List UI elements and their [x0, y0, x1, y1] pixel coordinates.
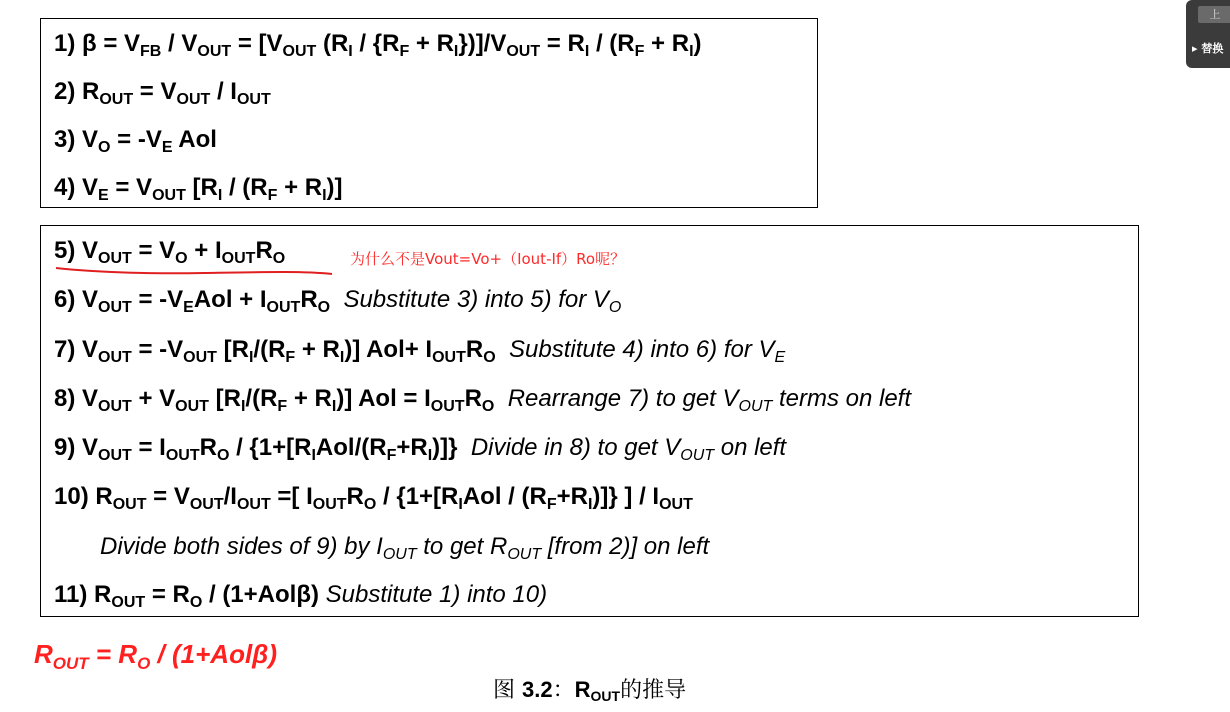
equation-10: 10) $R_{OUT} = V_{OUT}/I_{OUT}$ =[ $I_{OUT}R_O / \{1+[R_IAol / (R_F+R_I)]\}$ ] / $I_{OUT}$ — [54, 483, 693, 513]
equation-6: 6) $V_{OUT} = -V_EAol + I_{OUT}R_O$ Substitute 3) into 5) for $V_O$ — [54, 286, 622, 316]
red-underline-annotation — [54, 262, 334, 278]
step-comment: Substitute 1) into 10) — [325, 581, 548, 608]
equation-7: 7) $V_{OUT} = -V_{OUT}$ $[R_I/(R_F + R_I)]$ $Aol+ I_{OUT}R_O$ Substitute 4) into 6) for $V_E$ — [54, 336, 786, 366]
panel-button[interactable]: 上 — [1198, 6, 1230, 23]
result-formula: $R_{OUT} = R_O / (1+Aol\beta)$ — [34, 639, 277, 673]
equation-1: 1) $\beta = V_{FB} / V_{OUT} = [V_{OUT}$ $(R_I / \{R_F + R_I\})]/V_{OUT} = R_I / (R_F + R_I)$ — [54, 30, 702, 60]
step-comment: Substitute 4) into 6) for $V_E$ — [509, 336, 786, 366]
equation-11: 11) $R_{OUT} = R_O / (1+Aol\beta)$ Substitute 1) into 10) — [54, 581, 548, 611]
figure-caption: 图 3.2：$R_{OUT}$的推导 — [493, 677, 687, 704]
equation-2: 2) $R_{OUT} = V_{OUT} / I_{OUT}$ — [54, 78, 271, 108]
equation-3: 3) $V_O = -V_E$ Aol — [54, 126, 217, 156]
step-comment: Divide in 8) to get $V_{OUT}$ on left — [470, 434, 787, 464]
equation-10-comment — [100, 533, 709, 561]
step-comment: Substitute 3) into 5) for $V_O$ — [343, 286, 622, 316]
step-comment: Rearrange 7) to get $V_{OUT}$ terms on left — [507, 385, 912, 415]
equation-5: 5) $V_{OUT} = V_O + I_{OUT}R_O$ — [54, 237, 286, 267]
equation-4: 4) $V_E = V_{OUT}$ $[R_I / (R_F + R_I)]$ — [54, 174, 343, 204]
side-panel — [1186, 0, 1230, 68]
annotation-note: 为什么不是Vout=Vo+（Iout-If）Ro呢？ — [350, 250, 626, 268]
step-comment: Divide both sides of 9) by $I_{OUT}$ to get $R_{OUT}$ [from 2)] on left — [100, 533, 710, 563]
replace-link[interactable]: ▸ 替换 — [1192, 42, 1224, 55]
equation-8: 8) $V_{OUT} + V_{OUT}$ $[R_I/(R_F + R_I)]$ Aol = $I_{OUT}R_O$ Rearrange 7) to get $V_{OUT}$ terms on left — [54, 385, 912, 415]
equation-9: 9) $V_{OUT} = I_{OUT}R_O / \{1+[R_IAol/(R_F+R_I)]\}$ Divide in 8) to get $V_{OUT}$ on left — [54, 434, 787, 464]
